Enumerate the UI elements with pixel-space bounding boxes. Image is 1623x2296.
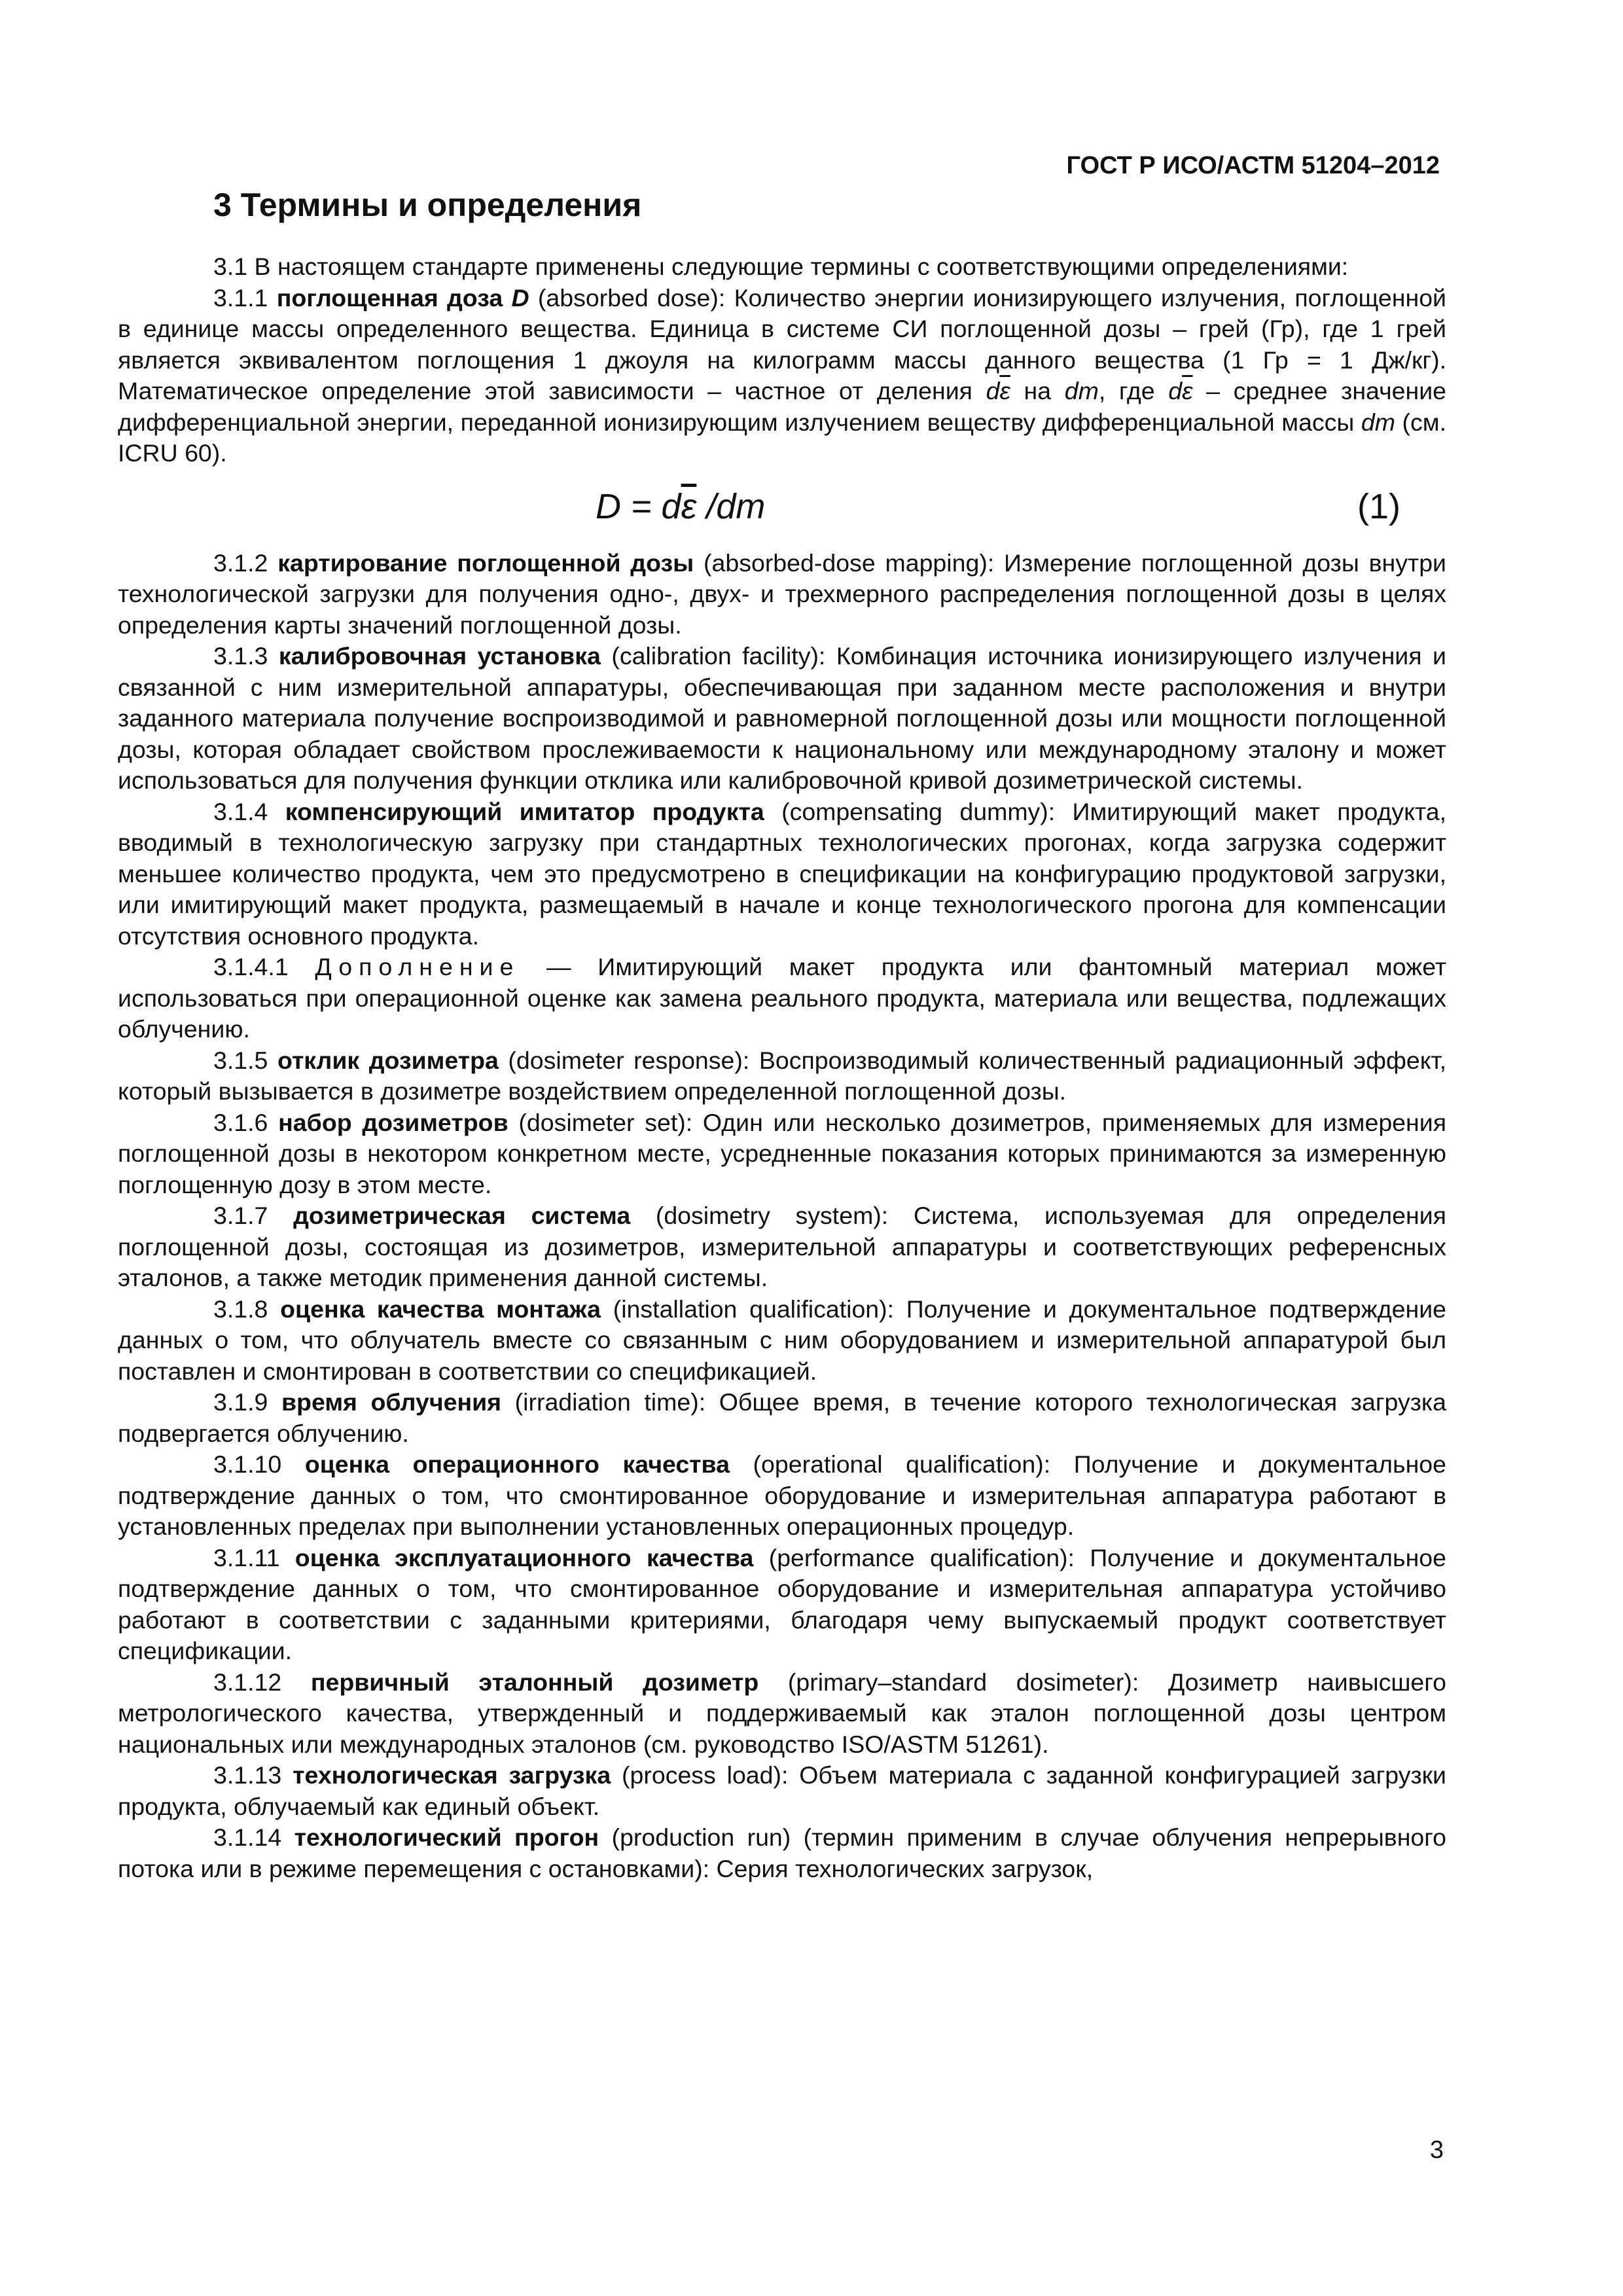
term-number: 3.1.5 bbox=[213, 1046, 268, 1074]
formula-lhs: D = d bbox=[596, 486, 681, 526]
term-number: 3.1.12 bbox=[213, 1668, 282, 1696]
term-name: технологическая загрузка bbox=[293, 1761, 611, 1789]
term-number: 3.1.10 bbox=[213, 1450, 282, 1478]
section-title: 3 Термины и определения bbox=[213, 187, 642, 223]
formula-epsilon: $\overline{\varepsilon}$ bbox=[681, 486, 697, 526]
note-3-1-4-1 bbox=[118, 952, 1446, 1045]
term-text: (operational qualification): Получение и документальное подтверждение данных о том, что смонтированное оборудование и измерительная аппаратура работают в установленных пределах при выполнении установленных операционных процедур. bbox=[118, 1450, 1446, 1540]
math-epsilon: $\overline{\varepsilon}$ bbox=[1182, 377, 1193, 404]
term-number: 3.1.11 bbox=[213, 1543, 280, 1571]
term-number: 3.1.14 bbox=[213, 1823, 282, 1851]
intro-paragraph: 3.1 В настоящем стандарте применены следующие термины с соответствующими определениями: bbox=[213, 253, 1349, 280]
formula-rhs: /dm bbox=[696, 486, 766, 526]
term-name: поглощенная доза bbox=[276, 283, 503, 312]
math-d: d bbox=[1168, 377, 1183, 404]
term-text: (performance qualification): Получение и документальное подтверждение данных о том, что смонтированное оборудование и измерительная аппаратура устойчиво работают в соответствии с заданными критериями, благодаря чему выпускаемый продукт соответствует спецификации. bbox=[118, 1543, 1446, 1664]
math-dm: dm bbox=[1064, 377, 1099, 404]
term-text: (dosimeter set): Один или несколько дозиметров, применяемых для измерения поглощенной дозы в некотором конкретном месте, усредненные показания которых принимаются за измеренную поглощенную дозу в этом месте. bbox=[118, 1108, 1446, 1198]
term-3-1-1 bbox=[118, 283, 1446, 469]
term-text: (installation qualification): Получение и документальное подтверждение данных о том, что облучатель вместе со связанным с ним оборудованием и измерительной аппаратурой был поставлен и смонтирован в соответствии со спецификацией. bbox=[118, 1295, 1446, 1385]
term-3-1-8 bbox=[118, 1294, 1446, 1388]
term-name: первичный эталонный дозиметр bbox=[310, 1668, 759, 1696]
term-number: 3.1.7 bbox=[213, 1202, 268, 1229]
document-body bbox=[118, 251, 1446, 1884]
formula-number: (1) bbox=[1357, 486, 1400, 526]
term-name: время облучения bbox=[281, 1388, 502, 1416]
term-text: (compensating dummy): Имитирующий макет продукта, вводимый в технологическую загрузку при стандартных технологических прогонах, когда загрузка содержит меньшее количество продукта, чем это предусмотрено в спецификации на конфигурацию продуктовой загрузки, или имитирующий макет продукта, размещаемый в начале и конце технологического прогона для компенсации отсутствия основного продукта. bbox=[118, 797, 1446, 950]
term-name: компенсирующий имитатор продукта bbox=[285, 797, 764, 825]
term-number: 3.1.3 bbox=[213, 642, 268, 670]
term-name: калибровочная установка bbox=[278, 642, 601, 670]
term-text: , где bbox=[1098, 377, 1169, 404]
term-3-1-2 bbox=[118, 548, 1446, 641]
term-name: отклик дозиметра bbox=[277, 1046, 499, 1074]
term-text: (absorbed-dose mapping): Измерение поглощенной дозы внутри технологической загрузки для получения одно-, двух- и трехмерного распределения поглощенной дозы в целях определения карты значений поглощенной дозы. bbox=[118, 548, 1446, 639]
term-3-1-9 bbox=[118, 1387, 1446, 1449]
math-dm: dm bbox=[1361, 408, 1396, 436]
term-3-1-11 bbox=[118, 1543, 1446, 1667]
term-symbol: D bbox=[511, 283, 529, 312]
term-3-1-4 bbox=[118, 797, 1446, 952]
term-number: 3.1.6 bbox=[213, 1108, 268, 1136]
term-text: Количество энергии ионизирующего излучения, поглощенной в единице массы определенного вещества. Единица в системе СИ поглощенной дозы – грей (Гр), где 1 грей является эквивалентом поглощения 1 джоуля на килограмм массы данного вещества (1 Гр = 1 Дж/кг). Математическое определение этой зависимости – частное от деления bbox=[118, 283, 1446, 404]
term-text: (dosimetry system): Система, используемая для определения поглощенной дозы, состоящая из дозиметров, измерительной аппаратуры и соответствующих референсных эталонов, а также методик применения данной системы. bbox=[118, 1202, 1446, 1291]
term-name: технологический прогон bbox=[294, 1823, 599, 1851]
formula-expression bbox=[596, 486, 766, 526]
term-text: (dosimeter response): Воспроизводимый количественный радиационный эффект, который вызывается в дозиметре воздействием определенной поглощенной дозы. bbox=[118, 1046, 1446, 1105]
term-number: 3.1.8 bbox=[213, 1295, 268, 1323]
standard-code: ГОСТ Р ИСО/АСТМ 51204–2012 bbox=[1066, 152, 1440, 179]
formula-1 bbox=[118, 478, 1446, 543]
term-text: (process load): Объем материала с заданной конфигурацией загрузки продукта, облучаемый как единый объект. bbox=[118, 1761, 1446, 1820]
term-3-1-3 bbox=[118, 641, 1446, 797]
term-number: 3.1.9 bbox=[213, 1388, 268, 1416]
term-text: – среднее значение дифференциальной энергии, переданной ионизирующим излучением веществу дифференциальной массы bbox=[118, 377, 1446, 436]
term-3-1-12 bbox=[118, 1667, 1446, 1761]
term-number: 3.1.4 bbox=[213, 797, 268, 825]
math-epsilon: $\overline{\varepsilon}$ bbox=[999, 377, 1010, 404]
term-name: оценка эксплуатационного качества bbox=[294, 1543, 754, 1571]
note-label: Дополнение bbox=[315, 953, 520, 980]
term-name: дозиметрическая система bbox=[293, 1202, 631, 1229]
term-text: — Имитирующий макет продукта или фантомный материал может использоваться при операционной оценке как замена реального продукта, материала или вещества, подлежащих облучению. bbox=[118, 953, 1447, 1043]
term-name: оценка качества монтажа bbox=[280, 1295, 601, 1323]
term-number: 3.1.1 bbox=[213, 283, 268, 312]
term-3-1-7 bbox=[118, 1200, 1446, 1294]
term-number: 3.1.2 bbox=[213, 548, 268, 577]
term-text: (primary–standard dosimeter): Дозиметр наивысшего метрологического качества, утвержденный и поддерживаемый как эталон поглощенной дозы центром национальных или международных эталонов (см. руководство ISO/ASTM 51261). bbox=[118, 1668, 1447, 1758]
term-3-1-5 bbox=[118, 1045, 1446, 1107]
term-name: оценка операционного качества bbox=[304, 1450, 730, 1478]
term-3-1-13 bbox=[118, 1760, 1446, 1822]
term-3-1-6 bbox=[118, 1107, 1446, 1201]
term-text: (irradiation time): Общее время, в течение которого технологическая загрузка подвергается облучению. bbox=[118, 1388, 1446, 1447]
math-d: d bbox=[986, 377, 1000, 404]
term-name: картирование поглощенной дозы bbox=[277, 548, 694, 577]
term-3-1-14 bbox=[118, 1822, 1446, 1884]
term-text: (см. ICRU 60). bbox=[118, 408, 1446, 467]
term-english: (absorbed dose): bbox=[537, 283, 726, 312]
term-number: 3.1.4.1 bbox=[213, 953, 289, 980]
term-number: 3.1.13 bbox=[213, 1761, 282, 1789]
term-text: (production run) (термин применим в случае облучения непрерывного потока или в режиме перемещения с остановками): Серия технологических загрузок, bbox=[118, 1823, 1446, 1882]
term-3-1-10 bbox=[118, 1449, 1446, 1543]
term-text: (calibration facility): Комбинация источника ионизирующего излучения и связанной с ним измерительной аппаратуры, обеспечивающая при заданном месте расположения и внутри заданного материала получение воспроизводимой и равномерной поглощенной дозы или мощности поглощенной дозы, которая обладает свойством прослеживаемости к национальному или международному эталону и может использоваться для получения функции отклика или калибровочной кривой дозиметрической системы. bbox=[118, 642, 1446, 794]
term-name: набор дозиметров bbox=[278, 1108, 508, 1136]
page-number: 3 bbox=[1429, 2136, 1444, 2164]
term-text: на bbox=[1010, 377, 1065, 404]
